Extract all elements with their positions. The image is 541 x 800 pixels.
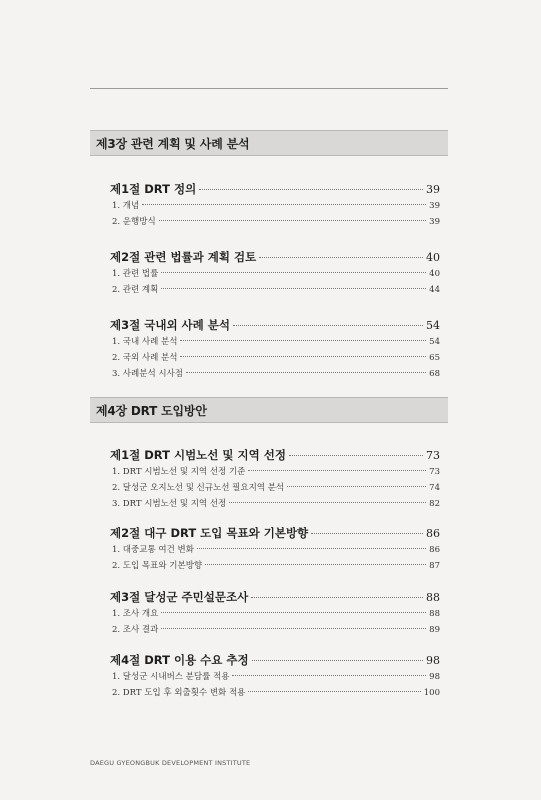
dot-leader: [229, 502, 426, 503]
page-number: 98: [429, 672, 440, 682]
chapter-title: 제3장 관련 계획 및 사례 분석: [90, 130, 448, 156]
dot-leader: [232, 675, 426, 676]
toc-section: [110, 446, 440, 512]
subsection-title: 1. 조사 개요: [112, 609, 159, 619]
section-line[interactable]: [110, 316, 440, 334]
subsection-line[interactable]: [110, 622, 440, 638]
page-number: 100: [423, 688, 440, 698]
toc-section: [110, 588, 440, 638]
dot-leader: [161, 272, 426, 273]
toc-section: [110, 248, 440, 298]
dot-leader: [289, 455, 423, 456]
page-number: 54: [426, 319, 440, 332]
subsection-line[interactable]: [110, 480, 440, 496]
dot-leader: [251, 597, 423, 598]
page-number: 87: [429, 561, 440, 571]
subsection-line[interactable]: [110, 366, 440, 382]
page-number: 68: [429, 369, 440, 379]
page-number: 44: [429, 285, 440, 295]
dot-leader: [142, 204, 426, 205]
dot-leader: [161, 612, 426, 613]
page-number: 40: [426, 251, 440, 264]
section-title: 제1절 DRT 시범노선 및 지역 선정: [110, 448, 286, 462]
section-title: 제2절 대구 DRT 도입 목표와 기본방향: [110, 526, 309, 540]
subsection-title: 1. DRT 시범노선 및 지역 선정 기준: [112, 467, 246, 477]
dot-leader: [159, 220, 427, 221]
subsection-line[interactable]: [110, 198, 440, 214]
subsection-title: 2. 관련 계획: [112, 285, 159, 295]
subsection-title: 2. 달성군 오지노선 및 신규노선 필요지역 분석: [112, 483, 285, 493]
dot-leader: [259, 257, 423, 258]
page-number: 74: [429, 483, 440, 493]
dot-leader: [180, 356, 426, 357]
subsection-line[interactable]: [110, 558, 440, 574]
toc-section: [110, 316, 440, 382]
subsection-title: 2. 조사 결과: [112, 625, 159, 635]
chapter-title: 제4장 DRT 도입방안: [90, 397, 448, 423]
page-number: 73: [426, 449, 440, 462]
section-line[interactable]: [110, 180, 440, 198]
subsection-title: 1. 개념: [112, 201, 140, 211]
page-number: 65: [429, 353, 440, 363]
page-number: 73: [429, 467, 440, 477]
subsection-line[interactable]: [110, 685, 440, 701]
top-rule: [90, 88, 448, 89]
subsection-line[interactable]: [110, 669, 440, 685]
page-number: 54: [429, 337, 440, 347]
page-number: 88: [426, 591, 440, 604]
section-title: 제3절 달성군 주민설문조사: [110, 590, 249, 604]
subsection-title: 1. 관련 법률: [112, 269, 159, 279]
subsection-line[interactable]: [110, 334, 440, 350]
subsection-title: 1. 달성군 시내버스 분담률 적용: [112, 672, 230, 682]
section-line[interactable]: [110, 248, 440, 266]
subsection-line[interactable]: [110, 606, 440, 622]
subsection-title: 1. 대중교통 여건 변화: [112, 545, 194, 555]
subsection-title: 2. 국외 사례 분석: [112, 353, 178, 363]
dot-leader: [161, 288, 426, 289]
subsection-line[interactable]: [110, 464, 440, 480]
dot-leader: [233, 325, 423, 326]
page-number: 86: [426, 527, 440, 540]
subsection-line[interactable]: [110, 282, 440, 298]
page-number: 86: [429, 545, 440, 555]
subsection-title: 2. 도입 목표와 기본방향: [112, 561, 203, 571]
dot-leader: [287, 486, 426, 487]
dot-leader: [161, 628, 426, 629]
page-number: 82: [429, 499, 440, 509]
page-number: 88: [429, 609, 440, 619]
subsection-title: 3. 사례분석 시사점: [112, 369, 183, 379]
subsection-title: 2. 운행방식: [112, 217, 156, 227]
dot-leader: [248, 470, 426, 471]
toc-section: [110, 651, 440, 701]
footer-institute: DAEGU GYEONGBUK DEVELOPMENT INSTITUTE: [90, 759, 251, 767]
page-number: 39: [429, 217, 440, 227]
toc-section: [110, 180, 440, 230]
chapter-3: [90, 130, 448, 382]
section-title: 제1절 DRT 정의: [110, 182, 197, 196]
toc-section: [110, 524, 440, 574]
page-number: 39: [426, 183, 440, 196]
section-title: 제2절 관련 법률과 계획 검토: [110, 250, 257, 264]
page-number: 39: [429, 201, 440, 211]
section-title: 제4절 DRT 이용 수요 추정: [110, 653, 249, 667]
subsection-title: 1. 국내 사례 분석: [112, 337, 178, 347]
page-number: 40: [429, 269, 440, 279]
section-line[interactable]: [110, 651, 440, 669]
page-number: 89: [429, 625, 440, 635]
dot-leader: [252, 660, 423, 661]
dot-leader: [197, 548, 426, 549]
dot-leader: [205, 564, 426, 565]
subsection-line[interactable]: [110, 350, 440, 366]
dot-leader: [180, 340, 426, 341]
subsection-line[interactable]: [110, 542, 440, 558]
dot-leader: [311, 533, 423, 534]
section-line[interactable]: [110, 588, 440, 606]
subsection-title: 2. DRT 도입 후 외출횟수 변화 적용: [112, 688, 246, 698]
dot-leader: [199, 189, 423, 190]
subsection-line[interactable]: [110, 266, 440, 282]
subsection-title: 3. DRT 시범노선 및 지역 선정: [112, 499, 227, 509]
section-line[interactable]: [110, 524, 440, 542]
chapter-4: [90, 397, 448, 701]
dot-leader: [248, 691, 420, 692]
section-line[interactable]: [110, 446, 440, 464]
subsection-line[interactable]: [110, 214, 440, 230]
section-title: 제3절 국내외 사례 분석: [110, 318, 230, 332]
page-number: 98: [426, 654, 440, 667]
dot-leader: [186, 372, 426, 373]
subsection-line[interactable]: [110, 496, 440, 512]
